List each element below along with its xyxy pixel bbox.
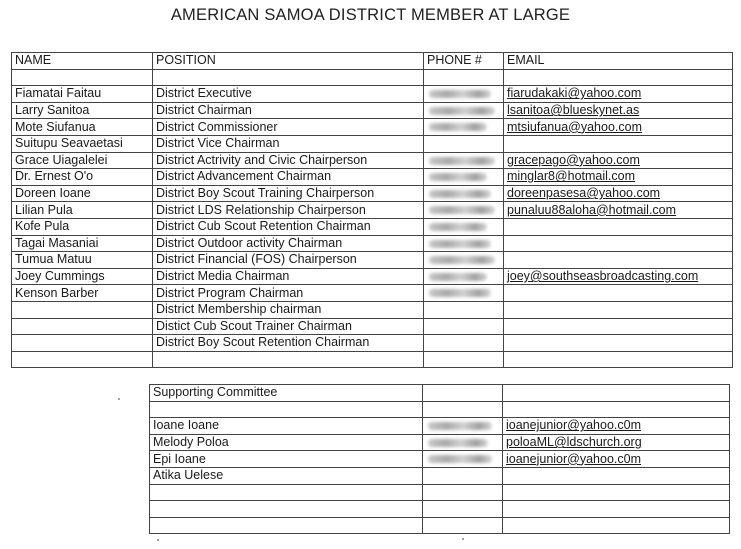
redacted-phone bbox=[428, 439, 488, 447]
member-name: Dr. Ernest O'o bbox=[12, 169, 153, 186]
member-position: District Commissioner bbox=[153, 119, 424, 136]
table-row bbox=[150, 418, 730, 435]
member-name bbox=[12, 318, 153, 335]
table-header-row bbox=[12, 53, 733, 70]
member-name bbox=[12, 335, 153, 352]
supporting-committee-title-row bbox=[150, 385, 730, 402]
member-position: District Boy Scout Training Chairperson bbox=[153, 185, 424, 202]
phone-cell bbox=[423, 401, 503, 418]
member-email: joey@southseasbroadcasting.com bbox=[504, 268, 733, 285]
member-table bbox=[11, 52, 733, 368]
table-row bbox=[12, 335, 733, 352]
supporting-committee-title: Supporting Committee bbox=[150, 385, 423, 402]
redacted-phone bbox=[429, 107, 495, 115]
redacted-phone bbox=[429, 289, 491, 297]
committee-email bbox=[503, 517, 730, 534]
supporting-committee-table bbox=[149, 384, 730, 534]
member-name bbox=[12, 69, 153, 86]
phone-cell bbox=[424, 218, 504, 235]
table-row bbox=[12, 318, 733, 335]
redacted-phone bbox=[429, 173, 487, 181]
member-name bbox=[12, 351, 153, 368]
member-name: Lilian Pula bbox=[12, 202, 153, 219]
table-row bbox=[12, 169, 733, 186]
member-name bbox=[12, 301, 153, 318]
member-email: gracepago@yahoo.com bbox=[504, 152, 733, 169]
member-email bbox=[504, 252, 733, 269]
header-phone: PHONE # bbox=[424, 53, 504, 70]
phone-cell bbox=[424, 102, 504, 119]
table-row bbox=[150, 451, 730, 468]
redacted-phone bbox=[429, 240, 491, 248]
redacted-phone bbox=[429, 90, 491, 98]
phone-cell bbox=[423, 484, 503, 501]
redacted-phone bbox=[429, 206, 495, 214]
phone-cell bbox=[424, 252, 504, 269]
member-email bbox=[504, 135, 733, 152]
member-name: Tagai Masaniai bbox=[12, 235, 153, 252]
scan-speck bbox=[118, 398, 120, 400]
member-position: District Advancement Chairman bbox=[153, 169, 424, 186]
member-name: Fiamatai Faitau bbox=[12, 86, 153, 103]
member-position: District LDS Relationship Chairperson bbox=[153, 202, 424, 219]
member-name: Doreen Ioane bbox=[12, 185, 153, 202]
committee-email bbox=[503, 467, 730, 484]
phone-cell bbox=[424, 318, 504, 335]
redacted-phone bbox=[429, 273, 487, 281]
committee-name bbox=[150, 501, 423, 518]
table-row bbox=[12, 285, 733, 302]
committee-name: Epi Ioane bbox=[150, 451, 423, 468]
phone-cell bbox=[424, 135, 504, 152]
member-position: District Executive bbox=[153, 86, 424, 103]
table-row bbox=[12, 301, 733, 318]
member-position: District Program Chairman bbox=[153, 285, 424, 302]
member-name: Larry Sanitoa bbox=[12, 102, 153, 119]
committee-name bbox=[150, 484, 423, 501]
phone-cell bbox=[424, 351, 504, 368]
header-position: POSITION bbox=[153, 53, 424, 70]
table-row bbox=[12, 119, 733, 136]
table-row bbox=[150, 467, 730, 484]
redacted-phone bbox=[429, 123, 487, 131]
committee-email: ioanejunior@yahoo.c0m bbox=[503, 418, 730, 435]
table-row bbox=[150, 517, 730, 534]
committee-name bbox=[150, 517, 423, 534]
redacted-phone bbox=[429, 256, 495, 264]
member-email bbox=[504, 351, 733, 368]
member-email bbox=[504, 318, 733, 335]
member-email bbox=[504, 235, 733, 252]
phone-cell bbox=[424, 169, 504, 186]
member-email: lsanitoa@blueskynet.as bbox=[504, 102, 733, 119]
phone-cell bbox=[424, 152, 504, 169]
table-row bbox=[150, 401, 730, 418]
phone-cell bbox=[423, 418, 503, 435]
member-position: District Vice Chairman bbox=[153, 135, 424, 152]
member-email bbox=[504, 301, 733, 318]
member-email bbox=[504, 218, 733, 235]
table-row bbox=[12, 69, 733, 86]
phone-cell bbox=[423, 517, 503, 534]
redacted-phone bbox=[429, 223, 487, 231]
member-position: District Media Chairman bbox=[153, 268, 424, 285]
committee-name: Melody Poloa bbox=[150, 434, 423, 451]
member-email: minglar8@hotmail.com bbox=[504, 169, 733, 186]
member-email bbox=[504, 285, 733, 302]
member-name: Joey Cummings bbox=[12, 268, 153, 285]
member-email: doreenpasesa@yahoo.com bbox=[504, 185, 733, 202]
table-row bbox=[12, 135, 733, 152]
table-row bbox=[12, 218, 733, 235]
member-name: Mote Siufanua bbox=[12, 119, 153, 136]
header-email: EMAIL bbox=[504, 53, 733, 70]
member-position bbox=[153, 69, 424, 86]
phone-cell bbox=[424, 301, 504, 318]
committee-email bbox=[503, 501, 730, 518]
member-position: District Outdoor activity Chairman bbox=[153, 235, 424, 252]
page-title: AMERICAN SAMOA DISTRICT MEMBER AT LARGE bbox=[170, 6, 571, 24]
member-name: Tumua Matuu bbox=[12, 252, 153, 269]
phone-cell bbox=[424, 268, 504, 285]
table-row bbox=[12, 202, 733, 219]
scan-speck bbox=[157, 539, 159, 541]
table-row bbox=[12, 86, 733, 103]
member-email: mtsiufanua@yahoo.com bbox=[504, 119, 733, 136]
member-position: District Cub Scout Retention Chairman bbox=[153, 218, 424, 235]
redacted-phone bbox=[429, 157, 495, 165]
table-row bbox=[150, 484, 730, 501]
phone-cell bbox=[423, 434, 503, 451]
table-row bbox=[150, 434, 730, 451]
committee-name bbox=[150, 401, 423, 418]
member-email: punaluu88aloha@hotmail.com bbox=[504, 202, 733, 219]
phone-cell bbox=[423, 467, 503, 484]
phone-cell bbox=[423, 451, 503, 468]
member-position: District Boy Scout Retention Chairman bbox=[153, 335, 424, 352]
table-row bbox=[12, 235, 733, 252]
member-name: Kofe Pula bbox=[12, 218, 153, 235]
redacted-phone bbox=[428, 422, 492, 430]
table-row bbox=[12, 185, 733, 202]
committee-email: ioanejunior@yahoo.c0m bbox=[503, 451, 730, 468]
header-name: NAME bbox=[12, 53, 153, 70]
member-email bbox=[504, 69, 733, 86]
phone-cell bbox=[424, 119, 504, 136]
table-row bbox=[12, 102, 733, 119]
phone-cell bbox=[424, 69, 504, 86]
member-position: District Actrivity and Civic Chairperson bbox=[153, 152, 424, 169]
member-email bbox=[504, 335, 733, 352]
table-row bbox=[12, 351, 733, 368]
redacted-phone bbox=[428, 455, 492, 463]
member-name: Kenson Barber bbox=[12, 285, 153, 302]
table-row bbox=[12, 152, 733, 169]
phone-cell bbox=[423, 501, 503, 518]
phone-cell bbox=[424, 202, 504, 219]
committee-name: Atika Uelese bbox=[150, 467, 423, 484]
member-position: District Chairman bbox=[153, 102, 424, 119]
phone-cell bbox=[424, 335, 504, 352]
phone-cell bbox=[424, 86, 504, 103]
committee-name: Ioane Ioane bbox=[150, 418, 423, 435]
table-row bbox=[12, 252, 733, 269]
committee-email bbox=[503, 401, 730, 418]
member-position bbox=[153, 351, 424, 368]
committee-email: poloaML@ldschurch.org bbox=[503, 434, 730, 451]
member-name: Grace Uiagalelei bbox=[12, 152, 153, 169]
scan-speck bbox=[462, 538, 464, 540]
table-row bbox=[150, 501, 730, 518]
member-position: District Financial (FOS) Chairperson bbox=[153, 252, 424, 269]
phone-cell bbox=[424, 285, 504, 302]
member-position: Distict Cub Scout Trainer Chairman bbox=[153, 318, 424, 335]
member-position: District Membership chairman bbox=[153, 301, 424, 318]
committee-email bbox=[503, 484, 730, 501]
member-email: fiarudakaki@yahoo.com bbox=[504, 86, 733, 103]
table-row bbox=[12, 268, 733, 285]
phone-cell bbox=[424, 185, 504, 202]
redacted-phone bbox=[429, 190, 491, 198]
phone-cell bbox=[424, 235, 504, 252]
member-name: Suitupu Seavaetasi bbox=[12, 135, 153, 152]
